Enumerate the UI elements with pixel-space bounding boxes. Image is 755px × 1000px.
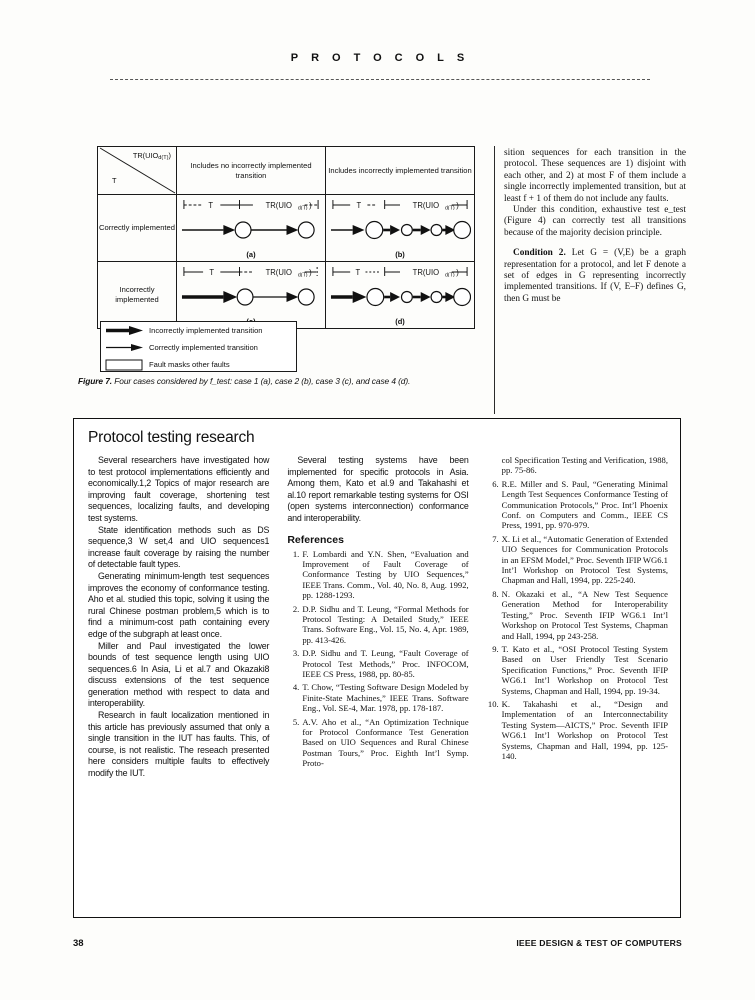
svg-text:T: T (356, 200, 362, 210)
reference-text: D.P. Sidhu and T. Leung, “Formal Methods for Protocol Testing: A Detailed Study,” IEEE Trans. Software Eng., Vol. 15, No. 4, Apr. 1989, pp. 413-426. (302, 603, 469, 645)
reference-item (487, 699, 668, 761)
thick-arrow-icon (105, 325, 149, 336)
legend-label-mask: Fault masks other faults (149, 360, 230, 369)
state-graph-d (329, 282, 471, 312)
reference-number: 8. (492, 588, 499, 599)
reference-continuation: col Specification Testing and Verification, 1988, pp. 75-86. (501, 455, 668, 476)
span-bar-b (331, 199, 469, 210)
reference-number: 5. (292, 716, 300, 727)
reference-text: X. Li et al., “Automatic Generation of Extended UIO Sequences for Communication Protocols in an EFSM Model,” Proc. Seventh IFIP WG6.1 Int’l Workshop on Protocol Test Systems, Chapman and Hall, 1994, pp. 225-240. (501, 533, 668, 586)
reference-item (487, 479, 668, 531)
reference-text: T. Kato et al., “OSI Protocol Testing System Based on User Friendly Test Scenario Specification Functions,” Proc. Seventh IFIP WG6.1 Int’l Workshop on Protocol Test Systems, Chapman and Hall, 1994, pp. 19-34. (501, 643, 668, 696)
sidebar-columns (88, 455, 668, 909)
corner-row-label: T (112, 176, 117, 185)
header-rule (110, 79, 650, 80)
paragraph-exhaustive-test: Under this condition, exhaustive test e_test (Figure 4) can correctly test all transitions because of the majority decision principle. (504, 205, 686, 238)
running-head: PROTOCOLS (290, 52, 478, 64)
cell-label-d: (d) (395, 317, 405, 326)
reference-text: D.P. Sidhu and T. Leung, “Fault Coverage of Protocol Test Methods,” Proc. INFOCOM, IEEE CS Press, 1988, pp. 80-85. (302, 648, 469, 680)
legend-row-incorrect (101, 322, 296, 339)
sidebar-paragraph-1: Several researchers have investigated how to test protocol implementations efficiently and economically.1,2 Topics of major research are improving fault coverage, shortening test sequences, localizing faults, and developing test systems. (88, 455, 270, 523)
reference-item (287, 682, 468, 713)
svg-text:): ) (456, 267, 459, 277)
svg-text:TR(UIO: TR(UIO (412, 267, 440, 277)
reference-item (287, 717, 468, 769)
svg-text:TR(UIO: TR(UIO (412, 200, 440, 210)
sidebar-paragraph-4: Miller and Paul investigated the lower bounds of test sequence length using UIO sequences.6 In Asia, Li et al.7 and Okazaki8 discuss extensions of the test sequence generation method with respect to data and interoperability. (88, 640, 270, 709)
reference-text: R.E. Miller and S. Paul, “Generating Minimal Length Test Sequences Conformance Testing of Communication Protocols,” Proc. Int’l Phoenix Conf. on Computers and Comm., IEEE CS Press, 1991, pp. 970-979. (501, 478, 668, 531)
reference-text: T. Chow, “Testing Software Design Modeled by Finite-State Machines,” IEEE Trans. Software Eng., Vol. SE-4, Mar. 1978, pp. 178-187. (302, 682, 469, 714)
state-graph-c (180, 282, 322, 312)
reference-number: 4. (292, 682, 300, 693)
span-bracket-icon (182, 266, 320, 277)
legend-row-mask (101, 356, 296, 373)
span-bracket-icon (331, 199, 469, 210)
reference-number: 2. (292, 603, 300, 614)
row-header-correctly-implemented: Correctly implemented (98, 195, 177, 262)
state-graph-a (180, 215, 322, 245)
reference-number: 10. (487, 698, 499, 709)
reference-item (487, 644, 668, 696)
table-corner-cell (98, 147, 177, 195)
sidebar-column-3 (487, 455, 668, 909)
svg-text:d(T): d(T) (445, 205, 455, 210)
reference-list-column-3 (487, 479, 668, 762)
sidebar-body-2 (287, 455, 468, 525)
figure-cell-d (326, 262, 475, 329)
right-body-column (504, 148, 686, 305)
svg-text:d(T): d(T) (297, 272, 308, 277)
svg-text:d(T): d(T) (445, 272, 455, 277)
condition-2-label: Condition 2. (513, 248, 566, 259)
span-bar-d (331, 266, 469, 277)
reference-text: F. Lombardi and Y.N. Shen, “Evaluation and Improvement of Fault Coverage of Conformance Testing by UIO Sequences,” IEEE Trans. Comm., Vol. 40, No. 8, Aug. 1992, pp. 1288-1293. (302, 548, 469, 601)
span-bar-a (182, 199, 320, 210)
reference-number: 1. (292, 548, 300, 559)
reference-item (287, 549, 468, 601)
paragraph-condition-2 (504, 248, 686, 305)
state-graph-b (329, 215, 471, 245)
figure-case-table (97, 146, 475, 329)
reference-text: K. Takahashi et al., “Design and Implementation of an Interconnectability Testing System—AICTS,” Proc. Seventh IFIP WG6.1 Int’l Workshop on Protocol Test Systems, Chapman and Hall, 1994, pp. 125-140. (501, 698, 668, 761)
sidebar-title: Protocol testing research (88, 429, 255, 446)
reference-number: 6. (492, 478, 499, 489)
reference-item (287, 648, 468, 679)
row-header-incorrectly-implemented: Incorrectly implemented (98, 262, 177, 329)
corner-column-label: $TR(UIO_{d(T)})$ (132, 151, 171, 161)
legend-row-correct (101, 339, 296, 356)
svg-text:T: T (208, 200, 214, 210)
cell-label-b: (b) (395, 250, 405, 259)
thin-arrow-icon (105, 342, 149, 353)
figure-7 (97, 146, 475, 329)
cell-label-a: (a) (246, 250, 256, 259)
reference-number: 9. (492, 643, 499, 654)
reference-list-column-2 (287, 549, 468, 769)
figure-caption-text: Four cases considered by f_test: case 1 (a), case 2 (b), case 3 (c), and case 4 (d). (112, 376, 411, 386)
svg-text:): ) (456, 200, 459, 210)
sidebar-paragraph-5: Research in fault localization mentioned in this article has previously assumed that only a single transition in the IUT has faults. This, of course, is not realistic. The reseach presented here considers multiple faults to effectively modify the IUT. (88, 710, 270, 779)
figure-caption (78, 376, 490, 386)
sidebar-column-1 (88, 455, 269, 909)
reference-item (487, 589, 668, 641)
paragraph-transition-sequences: sition sequences for each transition in the protocol. These sequences are 1) disjoint with each other, and 2) at most F of them include a single incorrectly implemented transition, but at least f + 1 of them do not include any faults. (504, 148, 686, 204)
condition-2-text: Let G = (V,E) be a graph representation for a protocol, and let F denote a set of edges in G representing incorrectly implemented transitions. If (V, E–F) defines G, then G must be (504, 248, 686, 304)
magazine-name: IEEE DESIGN & TEST OF COMPUTERS (516, 938, 682, 948)
sidebar-paragraph-6: Several testing systems have been implemented for specific protocols in Asia. Among them, Kato et al.9 and Takahashi et al.10 report remarkable testing systems for OSI (open systems interconnection) conformance and interoperability. (287, 455, 469, 523)
page-number: 38 (73, 938, 84, 949)
state-diagram-icon (180, 215, 322, 245)
legend-label-incorrect: Incorrectly implemented transition (149, 326, 263, 335)
span-bar-c (182, 266, 320, 277)
legend-label-correct: Correctly implemented transition (149, 343, 258, 352)
figure-cell-b (326, 195, 475, 262)
column-header-incorrect: Includes incorrectly implemented transition (326, 147, 475, 195)
references-heading: References (287, 533, 344, 546)
reference-number: 7. (492, 533, 499, 544)
state-diagram-icon (329, 215, 471, 245)
figure-caption-label: Figure 7. (78, 376, 113, 386)
open-box-icon (105, 359, 149, 371)
svg-text:TR(UIO: TR(UIO (265, 200, 292, 210)
reference-item (487, 534, 668, 586)
sidebar-box (73, 418, 681, 918)
svg-text:): ) (309, 200, 312, 210)
reference-text: N. Okazaki et al., “A New Test Sequence Generation Method for Interoperability Testing,” Proc. Seventh IFIP WG6.1 Int’l Workshop on Protocol Test Systems, Chapman and Hall, 1994, pp 243-258. (501, 588, 668, 641)
sidebar-body-1 (88, 455, 269, 780)
figure-cell-c (177, 262, 326, 329)
column-separator-rule (494, 146, 495, 414)
figure-legend (100, 321, 297, 372)
svg-text:d(T): d(T) (297, 205, 308, 210)
reference-number: 3. (292, 648, 300, 659)
state-diagram-icon (180, 282, 322, 312)
svg-text:T: T (355, 267, 361, 277)
reference-item (287, 604, 468, 646)
figure-cell-a (177, 195, 326, 262)
reference-text: A.V. Aho et al., “An Optimization Technique for Protocol Conformance Test Generation Based on UIO Sequences and Rural Chinese Postman Tours,” Proc. Eighth Int’l Symp. Proto- (302, 716, 469, 769)
svg-text:TR(UIO: TR(UIO (265, 267, 292, 277)
sidebar-paragraph-2: State identification methods such as DS sequence,3 W set,4 and UIO sequences1 increase fault coverage by raising the number of detectable fault types. (88, 524, 270, 570)
svg-text:): ) (309, 267, 312, 277)
sidebar-column-2 (287, 455, 468, 909)
span-bracket-icon (331, 266, 469, 277)
span-bracket-icon (182, 199, 320, 210)
sidebar-paragraph-3: Generating minimum-length test sequences improves the economy of conformance testing. Aho et al. studied this topic, solving it using the rural Chinese postman problem,5 which is to find a minimum-cost path containing every edge of the subgraph at least once. (88, 570, 270, 639)
column-header-no-incorrect: Includes no incorrectly implemented transition (177, 147, 326, 195)
svg-text:T: T (209, 267, 215, 277)
state-diagram-icon (329, 282, 471, 312)
